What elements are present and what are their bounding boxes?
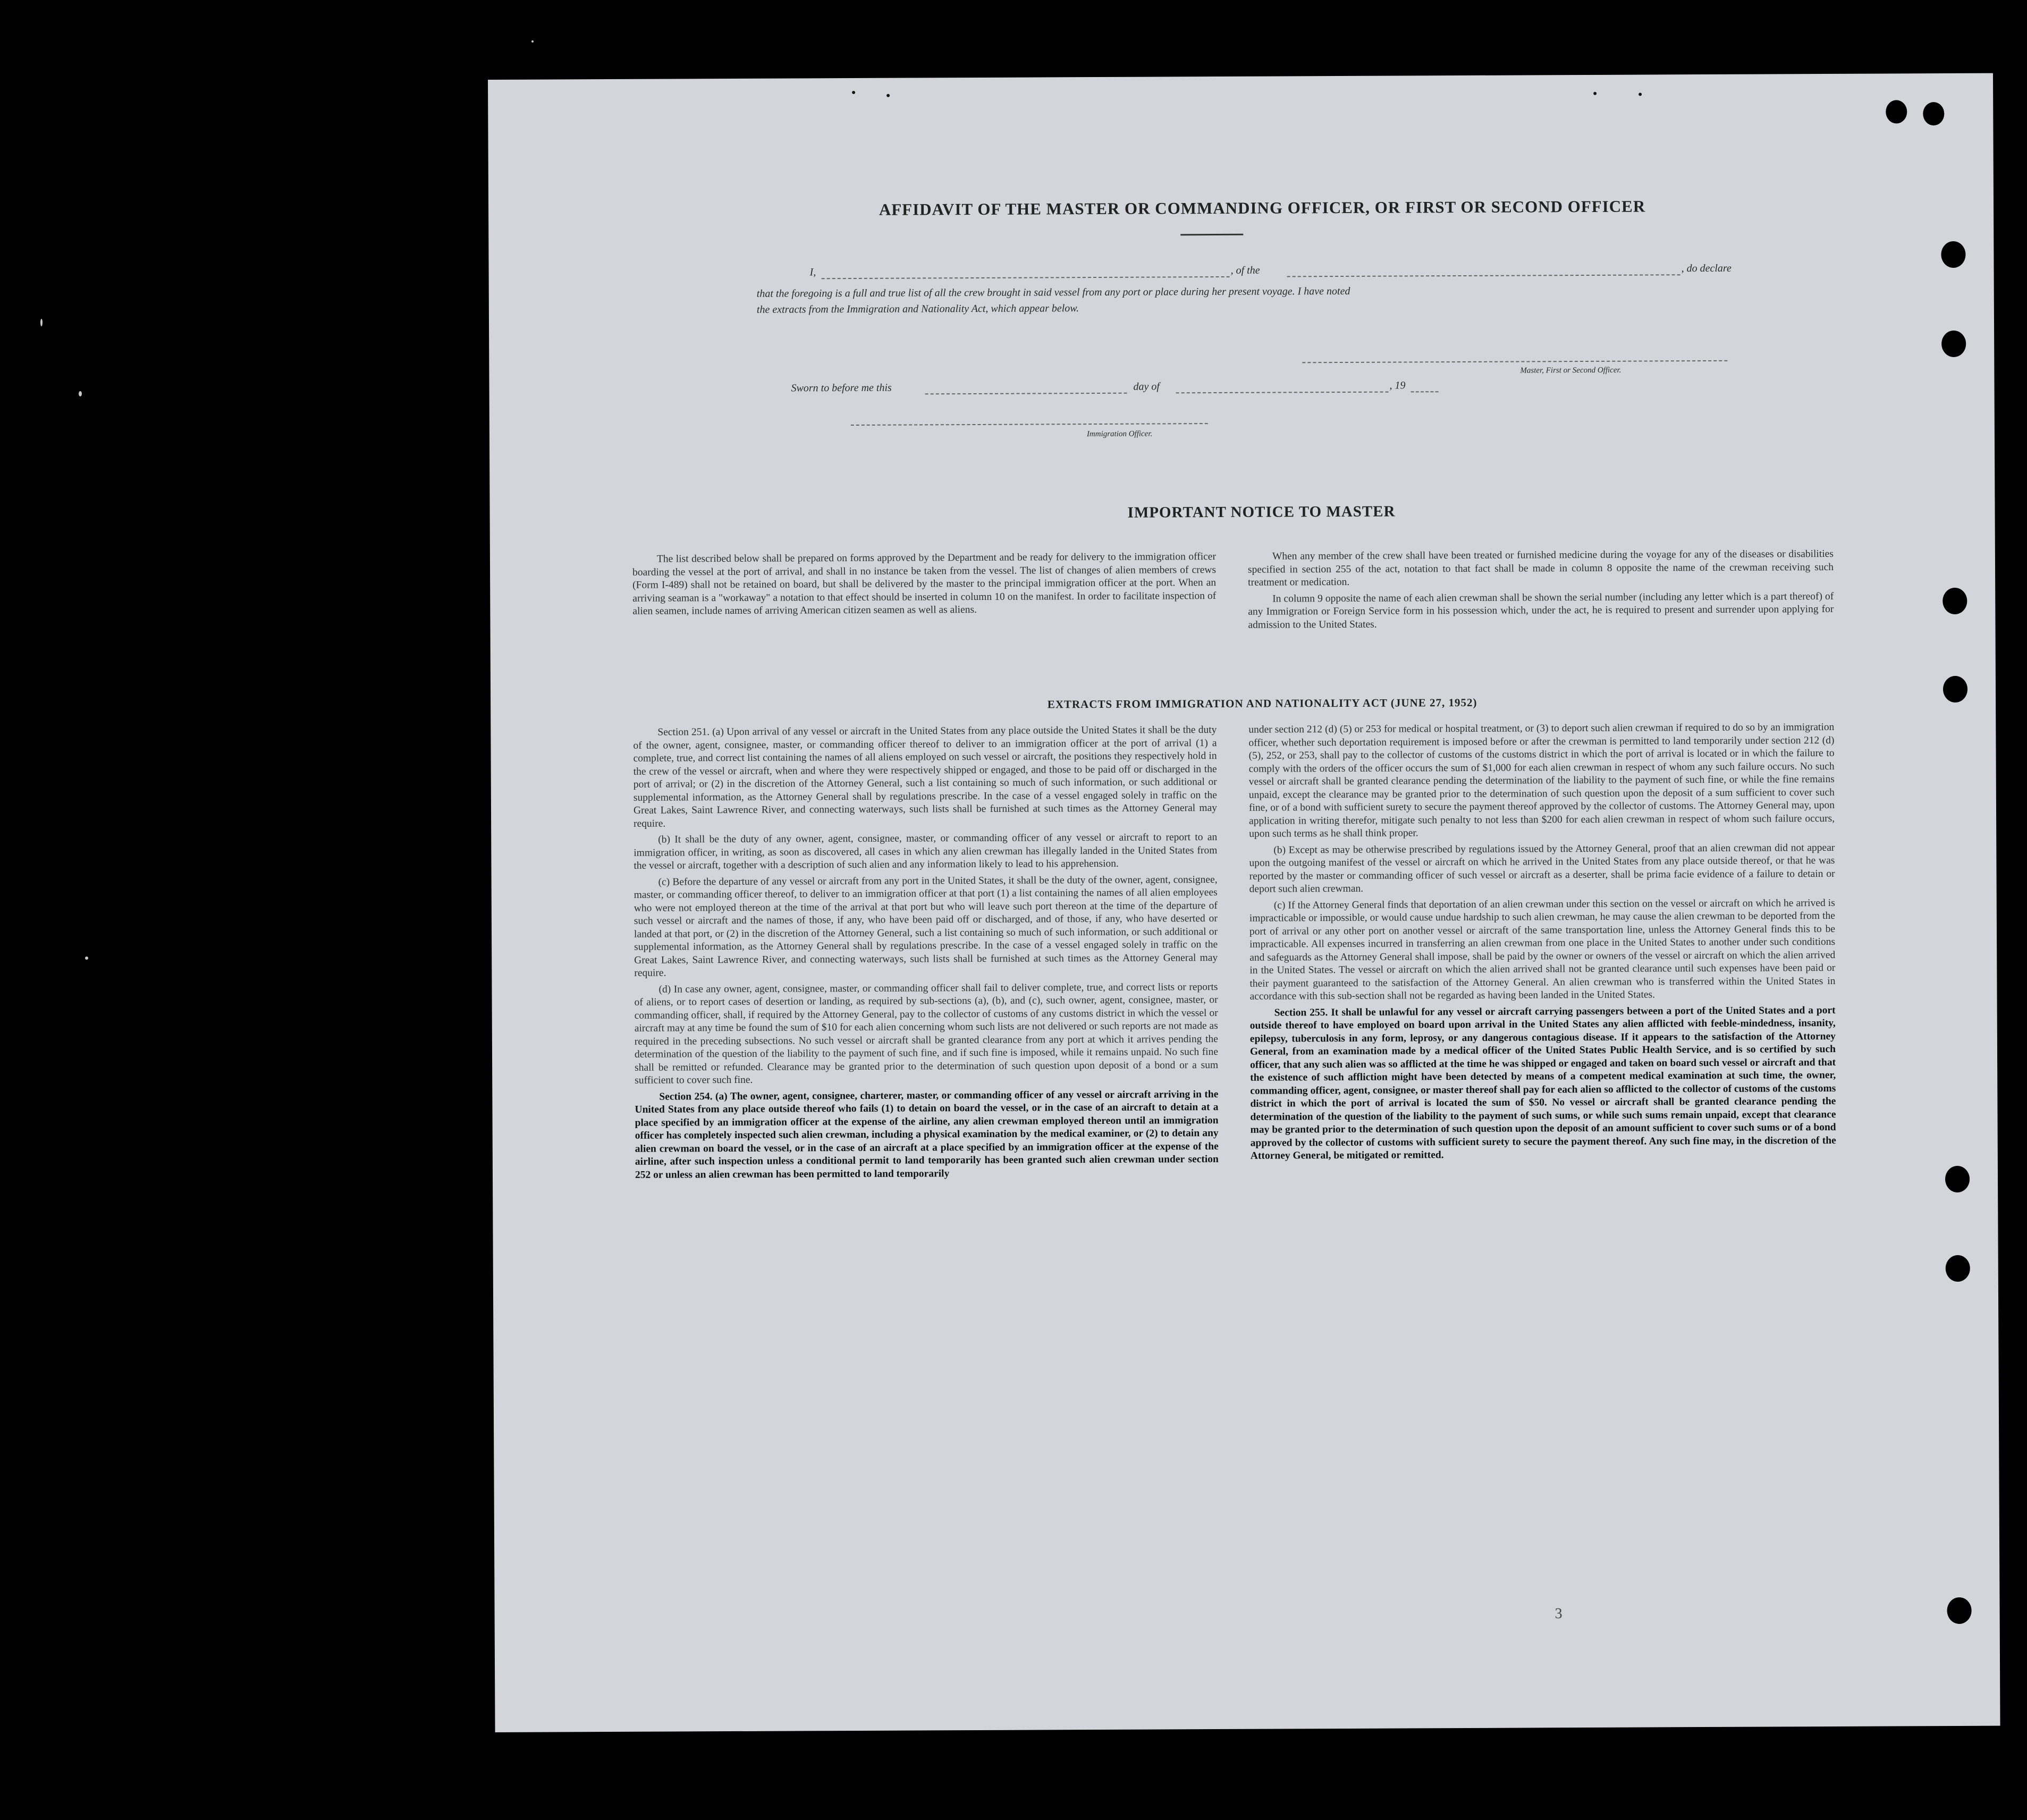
extracts-left-column: [633, 724, 1219, 1185]
day-of-label: day of: [1133, 380, 1160, 393]
extracts-title: EXTRACTS FROM IMMIGRATION AND NATIONALITY ACT (JUNE 27, 1952): [1047, 696, 1477, 711]
speck: [1639, 93, 1642, 96]
background-speck: [531, 40, 534, 43]
year-blank: [1411, 391, 1439, 392]
section-254-a: Section 254. (a) The owner, agent, consignee, charterer, master, or commanding officer of any vessel or aircraft arriving in the United States from any place outside thereof who fails (1) to detain on board the vessel, or in the case of an aircraft to detain at a place specified by an immigration officer at the expense of the airline, any alien crewman employed thereon until an immigration officer has completely inspected such alien crewman, including a physical examination by the medical examiner, or (2) to detain any alien crewman on board the vessel, or in the case of an aircraft at a place specified by an immigration officer at the expense of the airline, after such inspection unless a conditional permit to land temporarily has been granted such alien crewman under section 252 or unless an alien crewman has been permitted to land temporarily: [635, 1088, 1219, 1181]
notice-right-paragraph-2: In column 9 opposite the name of each alien crewman shall be shown the serial number (including any letter which is a part thereof) of any Immigration or Foreign Service form in his possession which, under the act, he is required to present and surrender upon applying for admission to the United States.: [1248, 590, 1834, 631]
background-speck: [85, 956, 88, 960]
notice-left-paragraph: The list described below shall be prepared on forms approved by the Department and be ready for delivery to the immigration officer boarding the vessel at the port of arrival, and shall in no instance be taken from the vessel. The list of changes of alien members of crews (Form I-489) shall not be retained on board, but shall be delivered by the master to the principal immigration officer at the port. When an arriving seaman is a "workaway" a notation to that effect should be inserted in column 10 on the manifest. In order to facilitate inspection of alien seamen, include names of arriving American citizen seamen as well as aliens.: [632, 551, 1217, 617]
affidavit-line3: the extracts from the Immigration and Nationality Act, which appear below.: [756, 302, 1079, 316]
master-signature-line: [1302, 360, 1727, 363]
notice-right-column: [1248, 548, 1834, 635]
title-rule: [1180, 234, 1243, 236]
affidavit-title: AFFIDAVIT OF THE MASTER OR COMMANDING OFFICER, OR FIRST OR SECOND OFFICER: [879, 197, 1646, 219]
vessel-blank: [1287, 274, 1680, 277]
section-255-block: [1250, 1004, 1836, 1163]
speck: [1593, 92, 1597, 95]
name-blank: [822, 276, 1230, 279]
year-label: , 19: [1389, 379, 1406, 392]
section-251-c: (c) Before the departure of any vessel or aircraft from any port in the United States, it shall be the duty of the owner, agent, consignee, master, or commanding officer thereof, to deliver to an immigration officer at that port (1) a list containing the names of all alien employees who were not employed thereon at the time of the arrival at that port but who will leave such port thereon at the time of the departure of such vessel or aircraft and the names of those, if any, who have been paid off or discharged, and of those, if any, who have deserted or landed at that port, or (2) in the discretion of the Attorney General, such a list containing so much of such information, or such additional or supplemental information, as the Attorney General shall by regulations prescribe. In the case of a vessel engaged solely in traffic on the Great Lakes, Saint Lawrence River, and connecting waterways, such lists shall be furnished at such times as the Attorney General may require.: [634, 874, 1218, 979]
section-251-a: Section 251. (a) Upon arrival of any vessel or aircraft in the United States from any place outside the United States it shall be the duty of the owner, agent, consignee, master, or commanding officer thereof to deliver to an immigration officer at the port of arrival (1) a complete, true, and correct list containing the names of all aliens employed on such vessel or aircraft, the positions they respectively hold in the crew of the vessel or aircraft, when and where they were respectively shipped or engaged, and those to be paid off or discharged in the port of arrival; or (2) in the discretion of the Attorney General, such a list containing so much of such information, or such additional or supplemental information, as the Attorney General shall by regulations prescribe. In the case of a vessel engaged solely in traffic on the Great Lakes, Saint Lawrence River, and connecting waterways, such lists shall be furnished at such times as the Attorney General may require.: [633, 724, 1218, 829]
binder-hole: [1886, 100, 1907, 123]
sworn-line: [781, 379, 1472, 397]
notice-left-column: [632, 551, 1217, 621]
section-251-b: (b) It shall be the duty of any owner, agent, consignee, master, or commanding officer of any vessel or aircraft to report to an immigration officer, in writing, as soon as discovered, all cases in which any alien crewman has illegally landed in the United States from the vessel or aircraft, together with a description of such alien and any information likely to lead to his apprehension.: [634, 832, 1218, 871]
section-254-c: (c) If the Attorney General finds that deportation of an alien crewman under this section on the vessel or aircraft on which he arrived is impracticable or impossible, or would cause undue hardship to such alien crewman, he may cause the alien crewman to be deported from the port of arrival or any other port on another vessel or aircraft of the same transportation line, unless the Attorney General finds this to be impracticable. All expenses incurred in transferring an alien crewman from one place in the United States to another under such conditions and safeguards as the Attorney General shall impose, shall be paid by the owner or owners of the vessel or aircraft on which the alien arrived in the United States. The vessel or aircraft on which the alien arrived shall not be granted clearance until such expenses have been paid or their payment guaranteed to the satisfaction of the Attorney General. An alien crewman who is transferred within the United States in accordance with this sub-section shall not be regarded as having been landed in the United States.: [1249, 897, 1836, 1002]
section-255: Section 255. It shall be unlawful for any vessel or aircraft carrying passengers between a port of the United States and a port outside thereof to have employed on board upon arrival in the United States any alien afflicted with feeble-mindedness, insanity, epilepsy, tuberculosis in any form, leprosy, or any dangerous contagious disease. If it appears to the satisfaction of the Attorney General, from an examination made by a medical officer of the United States Public Health Service, and is so certified by such officer, that any such alien was so afflicted at the time he was shipped or engaged and taken on board such vessel or aircraft and that the existence of such affliction might have been detected by means of a competent medical examination at such time, the owner, commanding officer, agent, consignee, or master thereof shall pay for each alien so afflicted to the collector of customs of the customs district in which the port of arrival is located the sum of $50. No vessel or aircraft shall be granted clearance pending the determination of the question of the liability to the payment of such sums, or while such sums remain unpaid, except that clearance may be granted prior to the determination of such question upon the deposit of an amount sufficient to cover such sums or of a bond approved by the collector of customs with sufficient surety to secure the payment thereof. Any such fine may, in the discretion of the Attorney General, be mitigated or remitted.: [1249, 1004, 1836, 1162]
binder-hole: [1945, 1166, 1970, 1192]
affidavit-of-the: , of the: [1230, 264, 1260, 276]
notice-title: IMPORTANT NOTICE TO MASTER: [1127, 503, 1396, 521]
background-speck: [40, 319, 43, 326]
document-page: [488, 73, 2000, 1732]
month-blank: [1176, 392, 1389, 394]
master-caption: Master, First or Second Officer.: [1520, 366, 1621, 375]
affidavit-line1: [781, 262, 1732, 282]
affidavit-do-declare: , do declare: [1681, 262, 1732, 275]
officer-signature-line: [851, 423, 1208, 426]
background-speck: [79, 391, 82, 396]
binder-hole: [1941, 241, 1965, 268]
extracts-right-column: [1248, 721, 1836, 1166]
binder-hole: [1947, 1597, 1971, 1624]
speck: [886, 94, 890, 97]
sworn-date-blank: [925, 393, 1127, 395]
section-254-a-continued: under section 212 (d) (5) or 253 for medical or hospital treatment, or (3) to deport such alien crewman if required to do so by an immigration officer, whether such deportation requirement is imposed before or after the crewman is permitted to land temporarily under section 212 (d) (5), 252, or 253, shall pay to the collector of customs of the customs district in which the port of arrival is located or in which the failure to comply with the orders of the officer occurs the sum of $1,000 for each alien crewman in respect of whom any such failure occurs. No such vessel or aircraft shall be granted clearance pending the determination of the liability to the payment of such fine, or while the fine remains unpaid, except the clearance may be granted prior to the determination of such question upon the deposit of a sum sufficient to cover such fine, or of a bond with sufficient surety to secure the payment thereof approved by the collector of customs. The Attorney General may, upon application in writing therefor, mitigate such penalty to not less than $200 for each alien crewman in respect of whom such failure occurs, upon such terms as he shall think proper.: [1248, 721, 1835, 840]
speck: [852, 91, 855, 94]
binder-hole: [1941, 331, 1966, 357]
section-254-b: (b) Except as may be otherwise prescribed by regulations issued by the Attorney General, proof that an alien crewman did not appear upon the outgoing manifest of the vessel or aircraft on which he arrived in the United States from any place outside thereof, or that he was reported by the master or commanding officer of such vessel or aircraft as a deserter, shall be prima facie evidence of a failure to detain or deport such alien crewman.: [1249, 842, 1835, 895]
binder-hole: [1942, 588, 1967, 614]
binder-hole: [1946, 1255, 1970, 1282]
section-254-block: [635, 1088, 1219, 1182]
notice-right-paragraph-1: When any member of the crew shall have been treated or furnished medicine during the voyage for any of the diseases or disabilities specified in section 255 of the act, notation to that fact shall be made in column 8 opposite the name of the crewman receiving such treatment or medication.: [1247, 548, 1834, 588]
sworn-label: Sworn to before me this: [791, 382, 892, 394]
officer-caption: Immigration Officer.: [1086, 429, 1153, 439]
affidavit-line2: that the foregoing is a full and true list of all the crew brought in said vessel from any port or place during her present voyage. I have noted: [756, 285, 1350, 300]
binder-hole: [1923, 102, 1944, 125]
section-251-d: (d) In case any owner, agent, consignee, master, or commanding officer shall fail to deliver complete, true, and correct lists or reports of aliens, or to report cases of desertion or landing, as required by sub-sections (a), (b), and (c), such owner, agent, consignee, master, or commanding officer, shall, if required by the Attorney General, pay to the collector of customs of any customs district in which the vessel or aircraft may at any time be found the sum of $10 for each alien concerning whom such lists are not delivered or such reports are not made as required in the preceding subsections. No such vessel or aircraft shall be granted clearance from any port at which it arrives pending the determination of the question of the liability to the payment of such fine, and if such fine is imposed, while it remains unpaid. No such fine shall be remitted or refunded. Clearance may be granted prior to the determination of such question upon deposit of a bond or a sum sufficient to cover such fine.: [634, 981, 1219, 1086]
page-number: 3: [1555, 1605, 1563, 1622]
affidavit-i: I,: [809, 266, 816, 278]
binder-hole: [1943, 676, 1967, 702]
